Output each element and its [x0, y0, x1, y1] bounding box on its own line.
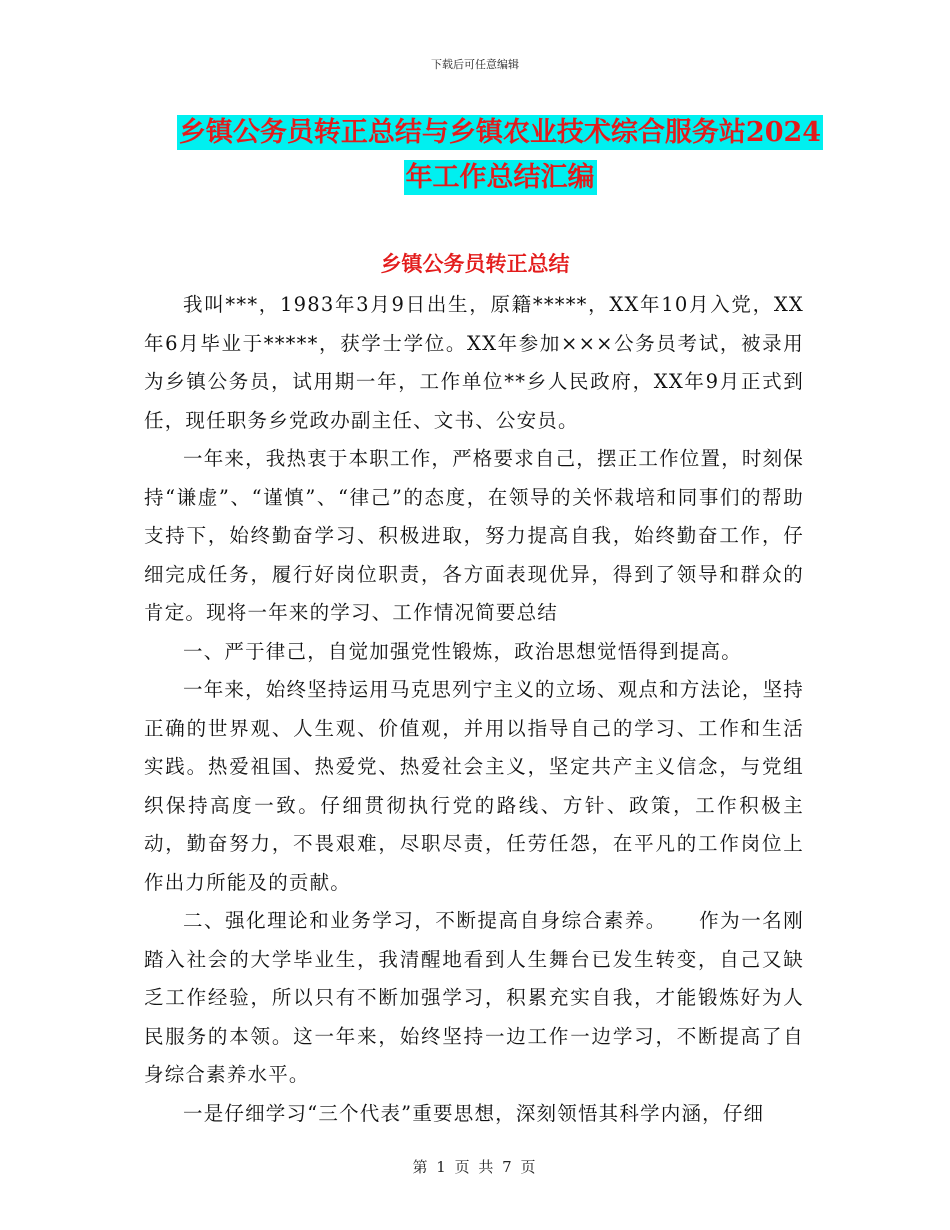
title-line-1: 乡镇公务员转正总结与乡镇农业技术综合服务站2024	[178, 117, 822, 148]
section-title: 乡镇公务员转正总结	[380, 251, 570, 276]
paragraph: 一年来，我热衷于本职工作，严格要求自己，摆正工作位置，时刻保持“谦虚”、“谨慎”、“律己”的态度，在领导的关怀栽培和同事们的帮助支持下，始终勤奋学习、积极进取，努力提高自我，始终勤奋工作，仔细完成任务，履行好岗位职责，各方面表现优异，得到了领导和群众的肯定。现将一年来的学习、工作情况简要总结	[144, 447, 805, 624]
paragraph: 二、强化理论和业务学习，不断提高自身综合素养。 作为一名刚踏入社会的大学毕业生，我清醒地看到人生舞台已发生转变，自己又缺乏工作经验，所以只有不断加强学习，积累充实自我，才能锻炼好为人民服务的本领。这一年来，始终坚持一边工作一边学习，不断提高了自身综合素养水平。	[144, 909, 804, 1086]
page-footer: 第 1 页 共 7 页	[412, 1158, 538, 1176]
page-header-note: 下载后可任意编辑	[431, 58, 519, 71]
paragraph: 一、严于律己，自觉加强党性锻炼，政治思想觉悟得到提高。	[183, 639, 742, 663]
title-line-2: 年工作总结汇编	[405, 162, 595, 193]
paragraph: 一年来，始终坚持运用马克思列宁主义的立场、观点和方法论，坚持正确的世界观、人生观、价值观，并用以指导自己的学习、工作和生活实践。热爱祖国、热爱党、热爱社会主义，坚定共产主义信念，与党组织保持高度一致。仔细贯彻执行党的路线、方针、政策，工作积极主动，勤奋努力，不畏艰难，尽职尽责，任劳任怨，在平凡的工作岗位上作出力所能及的贡献。	[144, 678, 805, 894]
paragraph: 我叫***，1983年3月9日出生，原籍*****，XX年10月入党，XX年6月毕业于*****，获学士学位。XX年参加×××公务员考试，被录用为乡镇公务员，试用期一年，工作单位**乡人民政府，XX年9月正式到任，现任职务乡党政办副主任、文书、公安员。	[144, 293, 804, 432]
document-body	[144, 286, 804, 1133]
document-title	[140, 110, 860, 200]
paragraph: 一是仔细学习“三个代表”重要思想，深刻领悟其科学内涵，仔细	[183, 1101, 765, 1125]
